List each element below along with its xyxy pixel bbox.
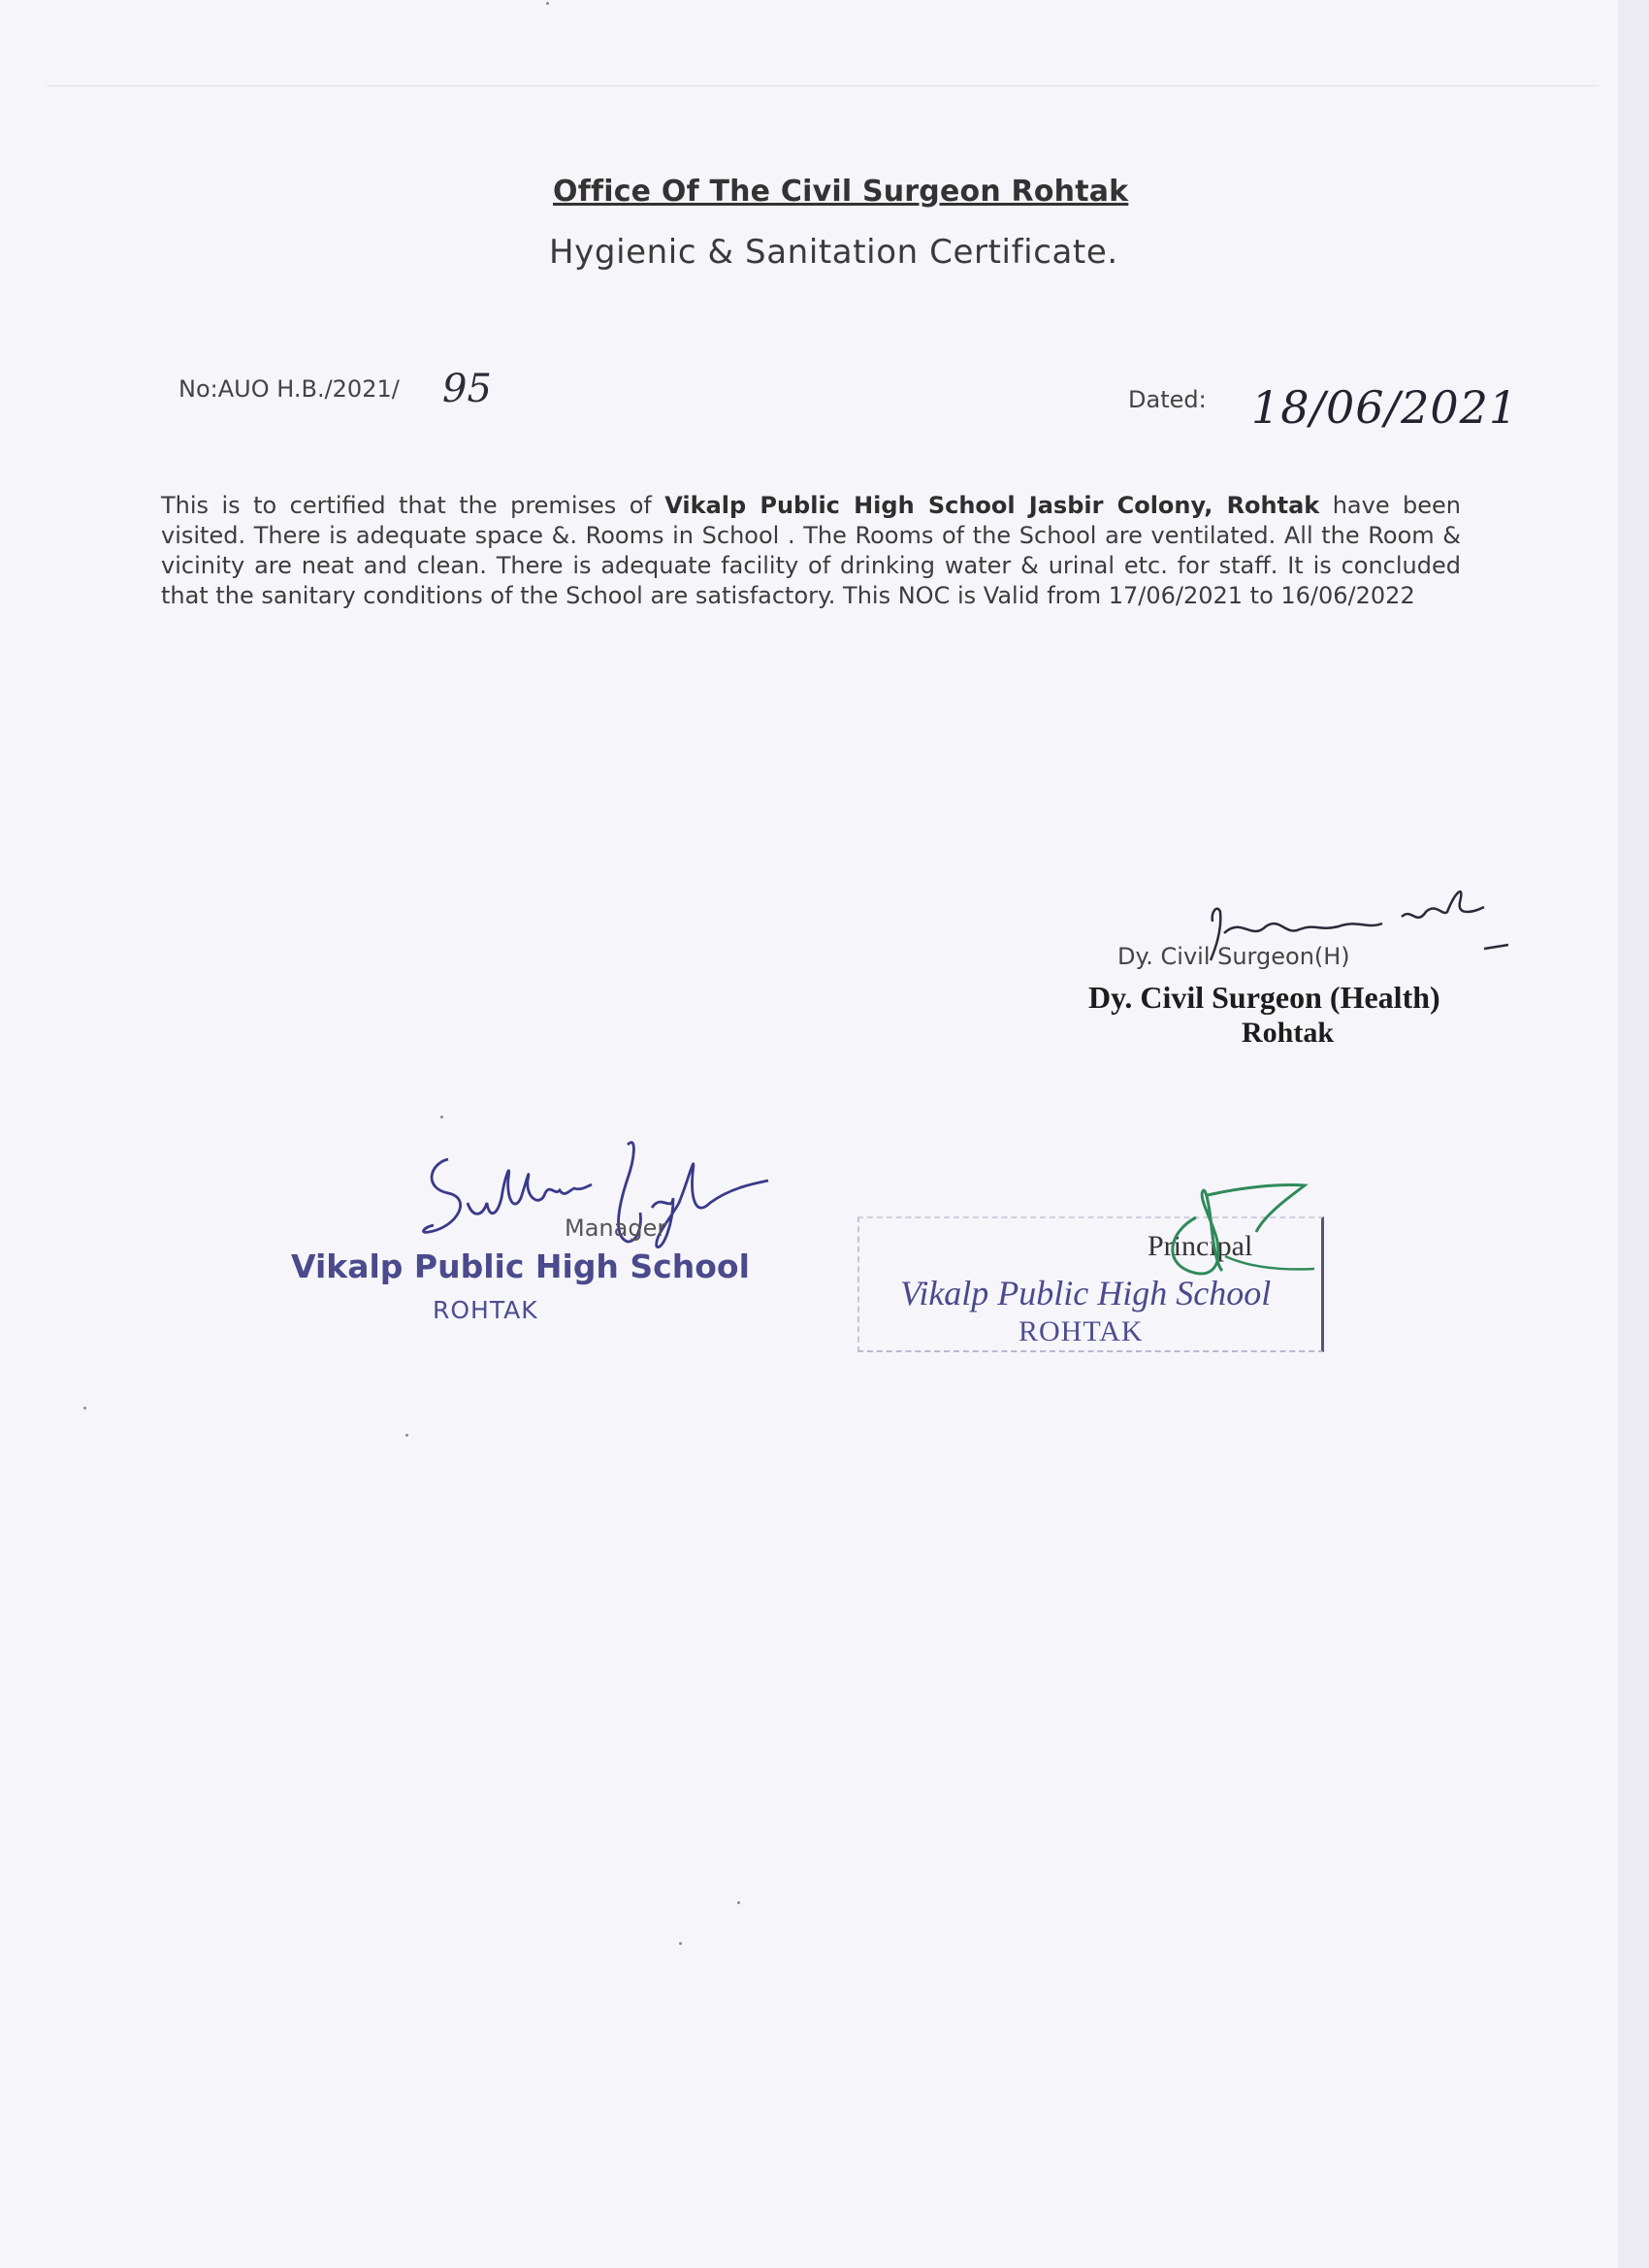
- principal-signature: [1149, 1174, 1343, 1290]
- top-divider: [47, 85, 1599, 86]
- scan-speck: [440, 1116, 443, 1118]
- manager-stamp-city: ROHTAK: [433, 1296, 538, 1324]
- dated-label: Dated:: [1128, 386, 1207, 413]
- principal-stamp-school: Vikalp Public High School: [900, 1274, 1272, 1312]
- certificate-title: Hygienic & Sanitation Certificate.: [549, 233, 1118, 272]
- certificate-body: [161, 491, 1461, 611]
- reference-number-handwritten: 95: [442, 367, 492, 411]
- issuer-stamp-city: Rohtak: [1242, 1017, 1335, 1049]
- scan-speck: [679, 1942, 682, 1945]
- principal-stamp-city: ROHTAK: [1018, 1315, 1144, 1347]
- scan-speck: [737, 1901, 740, 1904]
- scan-speck: [83, 1407, 86, 1409]
- school-name: Vikalp Public High School Jasbir Colony, Rohtak: [664, 492, 1320, 519]
- manager-label: Manager: [565, 1215, 667, 1242]
- reference-number: No:AUO H.B./2021/: [178, 375, 400, 403]
- body-text-rest: have been visited. There is adequate space &. Rooms in School . The Rooms of the School are ventilated. All the Room & vicinity are neat and clean. There is adequate facility of drinking water & urinal etc. for staff. It is concluded that the sanitary conditions of the School are satisfactory. This NOC is Valid from 17/06/2021 to 16/06/2022: [161, 492, 1462, 609]
- principal-label: Principal: [1148, 1230, 1253, 1262]
- manager-stamp-school: Vikalp Public High School: [291, 1247, 750, 1285]
- office-title: Office Of The Civil Surgeon Rohtak: [553, 175, 1129, 209]
- scan-edge-shadow: [1618, 0, 1649, 2268]
- issuer-stamp-title: Dy. Civil Surgeon (Health): [1088, 980, 1440, 1015]
- scan-speck: [546, 2, 549, 5]
- scan-speck: [405, 1434, 408, 1437]
- dated-value-handwritten: 18/06/2021: [1251, 381, 1519, 434]
- body-text-intro: This is to certified that the premises of: [161, 492, 665, 519]
- issuer-designation: Dy. Civil Surgeon(H): [1117, 943, 1350, 970]
